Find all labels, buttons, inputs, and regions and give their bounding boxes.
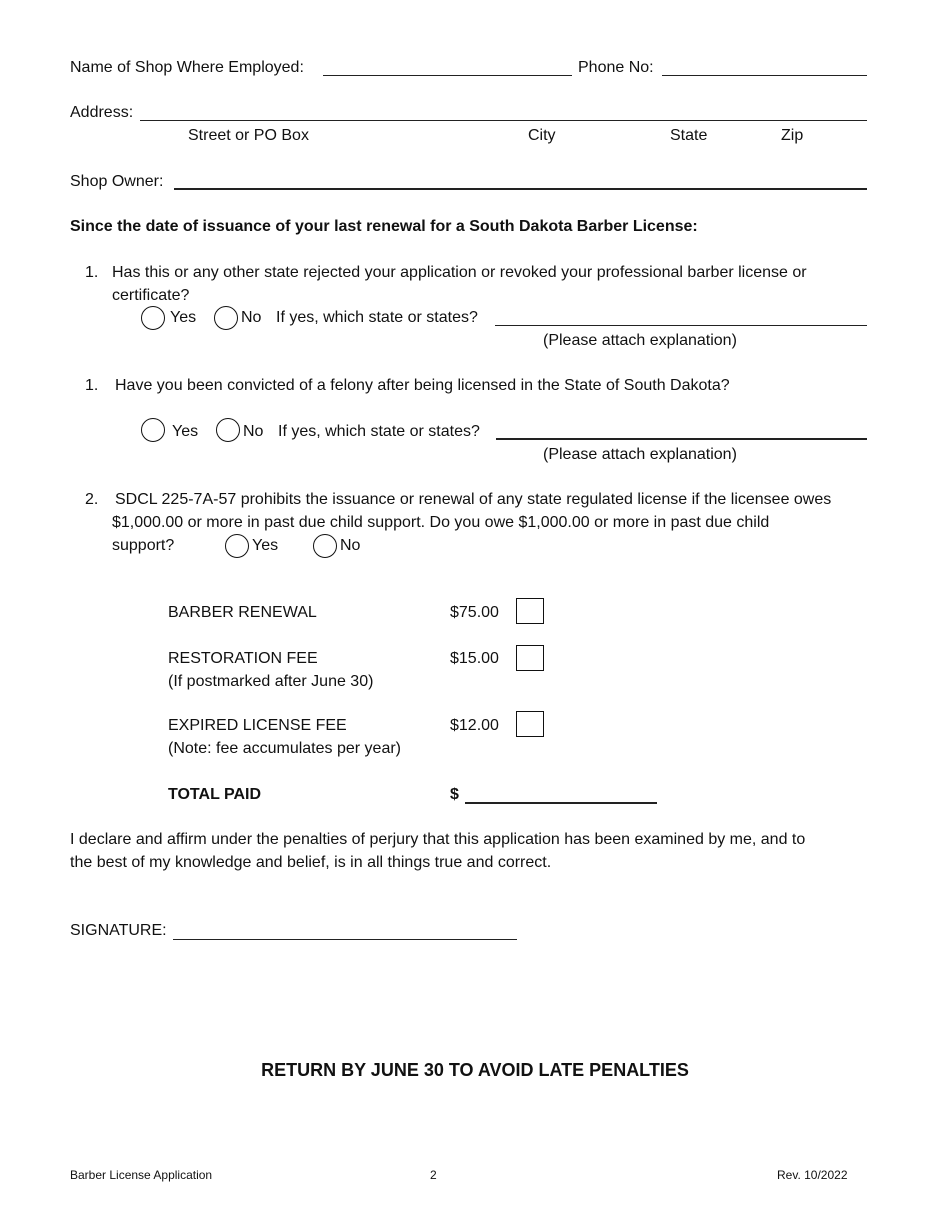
- q3-number: 2.: [85, 491, 99, 508]
- footer-title: Barber License Application: [70, 1168, 213, 1182]
- restoration-fee-label: RESTORATION FEE: [168, 650, 318, 667]
- shop-name-label: Name of Shop Where Employed:: [70, 59, 304, 76]
- total-paid-currency: $: [450, 786, 459, 803]
- q2-yes-label: Yes: [172, 423, 199, 440]
- barber-renewal-checkbox[interactable]: [516, 598, 544, 624]
- footer-revision: Rev. 10/2022: [777, 1168, 848, 1182]
- expired-license-fee-note: (Note: fee accumulates per year): [168, 740, 401, 757]
- q1-yes-label: Yes: [170, 309, 197, 326]
- q3-no-radio[interactable]: [313, 534, 337, 558]
- q2-no-label: No: [243, 423, 264, 440]
- zip-caption: Zip: [781, 127, 804, 144]
- q3-yes-radio[interactable]: [225, 534, 249, 558]
- q1-yes-radio[interactable]: [141, 306, 165, 330]
- q1-text-line2: certificate?: [112, 287, 190, 304]
- address-field[interactable]: [140, 120, 867, 121]
- q1-states-field[interactable]: [495, 325, 867, 326]
- signature-label: SIGNATURE:: [70, 922, 167, 939]
- restoration-fee-checkbox[interactable]: [516, 645, 544, 671]
- q2-yes-radio[interactable]: [141, 418, 165, 442]
- q3-yes-label: Yes: [252, 537, 279, 554]
- shop-owner-label: Shop Owner:: [70, 173, 164, 190]
- q1-no-label: No: [241, 309, 262, 326]
- q1-number: 1.: [85, 264, 99, 281]
- q3-text-line3: support?: [112, 537, 175, 554]
- restoration-fee-note: (If postmarked after June 30): [168, 673, 374, 690]
- declaration-line1: I declare and affirm under the penalties of perjury that this application has been examined by me, and to: [70, 831, 806, 848]
- q3-text-line1: SDCL 225-7A-57 prohibits the issuance or renewal of any state regulated license if the licensee owes: [115, 491, 832, 508]
- expired-license-fee-label: EXPIRED LICENSE FEE: [168, 717, 347, 734]
- q1-text-line1: Has this or any other state rejected your application or revoked your professional barber license or: [112, 264, 807, 281]
- total-paid-field[interactable]: [465, 802, 657, 804]
- return-notice: RETURN BY JUNE 30 TO AVOID LATE PENALTIES: [261, 1060, 689, 1080]
- q1-no-radio[interactable]: [214, 306, 238, 330]
- q1-attach-note: (Please attach explanation): [543, 332, 737, 349]
- q2-text: Have you been convicted of a felony after being licensed in the State of South Dakota?: [115, 377, 730, 394]
- q2-states-field[interactable]: [496, 438, 867, 440]
- state-caption: State: [670, 127, 708, 144]
- q2-attach-note: (Please attach explanation): [543, 446, 737, 463]
- questions-intro: Since the date of issuance of your last renewal for a South Dakota Barber License:: [70, 218, 698, 235]
- q2-which-label: If yes, which state or states?: [278, 423, 480, 440]
- street-caption: Street or PO Box: [188, 127, 309, 144]
- phone-field[interactable]: [662, 75, 867, 76]
- total-paid-label: TOTAL PAID: [168, 786, 262, 803]
- q2-no-radio[interactable]: [216, 418, 240, 442]
- q1-which-label: If yes, which state or states?: [276, 309, 478, 326]
- q3-no-label: No: [340, 537, 361, 554]
- address-label: Address:: [70, 104, 134, 121]
- barber-renewal-amount: $75.00: [450, 604, 499, 621]
- expired-license-fee-checkbox[interactable]: [516, 711, 544, 737]
- restoration-fee-amount: $15.00: [450, 650, 499, 667]
- shop-owner-field[interactable]: [174, 188, 867, 190]
- city-caption: City: [528, 127, 556, 144]
- shop-name-field[interactable]: [323, 75, 572, 76]
- q2-number: 1.: [85, 377, 99, 394]
- expired-license-fee-amount: $12.00: [450, 717, 499, 734]
- signature-field[interactable]: [173, 939, 517, 940]
- phone-label: Phone No:: [578, 59, 654, 76]
- footer-page-number: 2: [430, 1168, 437, 1182]
- barber-renewal-label: BARBER RENEWAL: [168, 604, 317, 621]
- q3-text-line2: $1,000.00 or more in past due child support. Do you owe $1,000.00 or more in past due child: [112, 514, 770, 531]
- declaration-line2: the best of my knowledge and belief, is in all things true and correct.: [70, 854, 552, 871]
